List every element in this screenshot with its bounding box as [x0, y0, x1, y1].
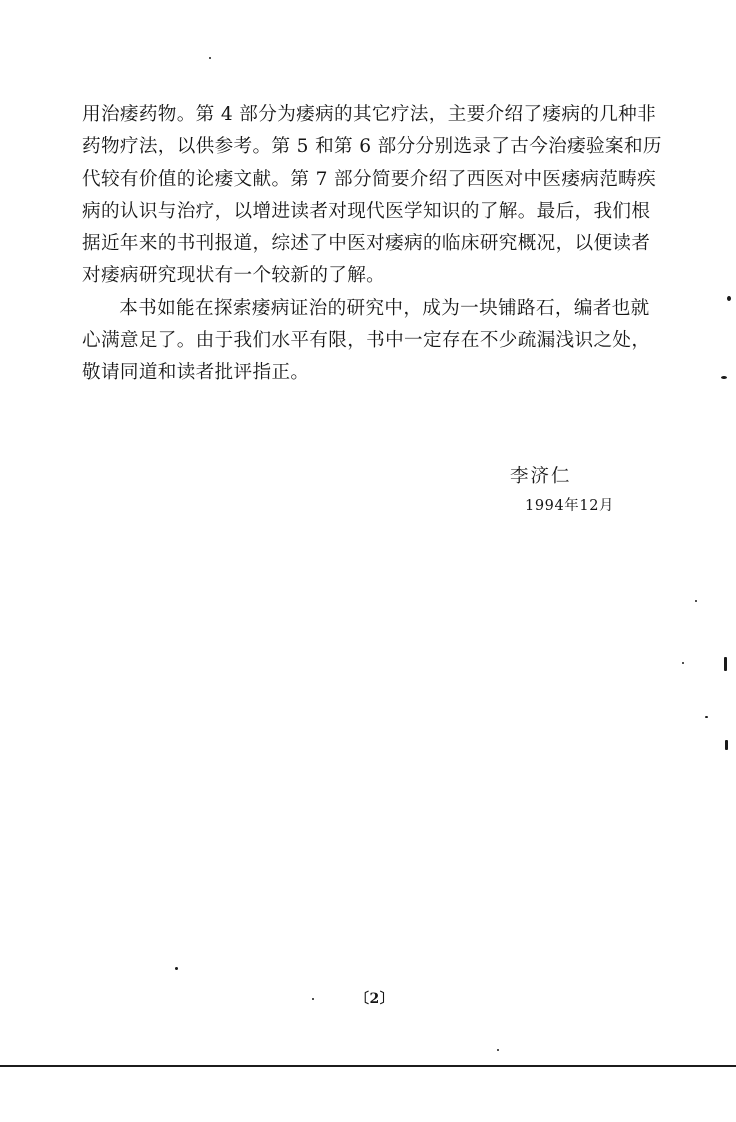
- preface-body: [82, 99, 662, 390]
- paragraph-closing: 本书如能在探索痿病证治的研究中，成为一块铺路石，编者也就心满意足了。由于我们水平有限，书中一定存在不少疏漏浅识之处，敬请同道和读者批评指正。: [82, 297, 651, 384]
- scan-speck: [724, 657, 727, 671]
- scan-speck: [209, 57, 211, 59]
- scan-speck: [312, 998, 314, 1000]
- author-signature: 李济仁: [510, 466, 572, 487]
- scan-speck: [695, 600, 697, 602]
- scan-speck: [497, 1049, 499, 1051]
- scan-speck: [725, 740, 728, 750]
- bottom-rule: [0, 1065, 736, 1067]
- page-number: 〔2〕: [355, 991, 395, 1007]
- scan-speck: [727, 296, 731, 301]
- scan-speck: [175, 967, 178, 970]
- scan-speck: [705, 716, 708, 718]
- scan-speck: [721, 376, 727, 379]
- paragraph-continued: 用治痿药物。第 4 部分为痿病的其它疗法，主要介绍了痿病的几种非药物疗法，以供参考。第 5 和第 6 部分分别选录了古今治痿验案和历代较有价值的论痿文献。第 7 部分简要介绍了西医对中医痿病范畴疾病的认识与治疗，以增进读者对现代医学知识的了解。最后，我们根据近年来的书刊报道，综述了中医对痿病的临床研究概况，以便读者对痿病研究现状有一个较新的了解。: [82, 104, 662, 287]
- signature-date: 1994年12月: [525, 498, 615, 514]
- scan-speck: [682, 662, 684, 664]
